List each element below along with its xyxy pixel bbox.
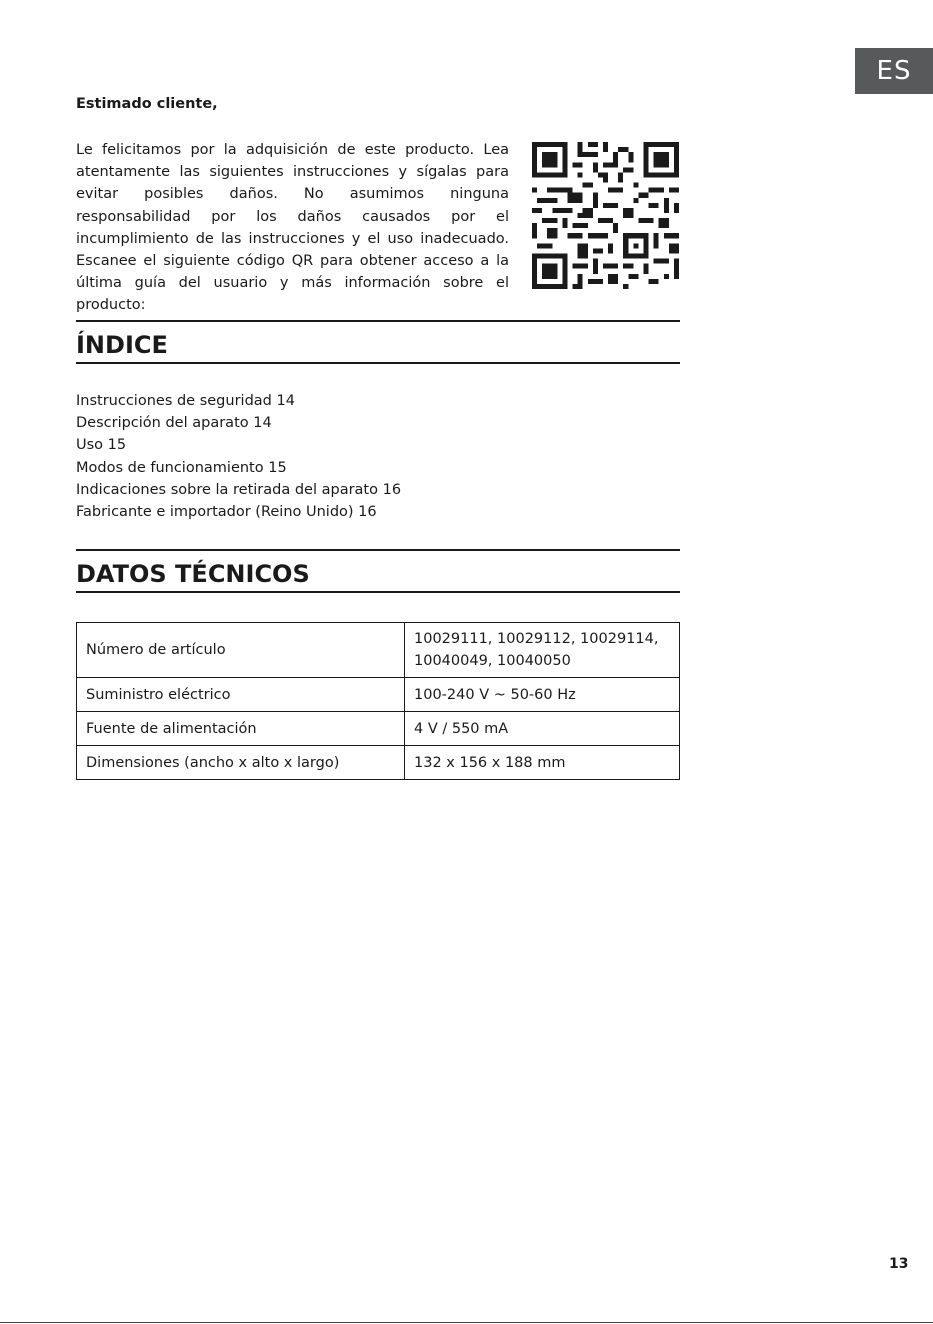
spec-value: 4 V / 550 mA xyxy=(405,712,680,746)
index-item[interactable]: Fabricante e importador (Reino Unido) 16 xyxy=(76,504,377,521)
table-row xyxy=(77,712,680,746)
specs-title: DATOS TÉCNICOS xyxy=(76,560,310,588)
spec-label: Dimensiones (ancho x alto x largo) xyxy=(77,746,405,780)
qr-code-icon[interactable] xyxy=(532,142,679,289)
spec-label: Suministro eléctrico xyxy=(77,678,405,712)
index-item[interactable]: Modos de funcionamiento 15 xyxy=(76,459,287,476)
index-title: ÍNDICE xyxy=(76,331,168,359)
spec-label: Número de artículo xyxy=(77,623,405,678)
index-item[interactable]: Instrucciones de seguridad 14 xyxy=(76,393,295,409)
index-rule-top xyxy=(76,320,680,322)
spec-label: Fuente de alimentación xyxy=(77,712,405,746)
index-item[interactable]: Indicaciones sobre la retirada del aparato 16 xyxy=(76,481,402,498)
specs-rule-bottom xyxy=(76,591,680,593)
page-bottom-rule xyxy=(0,1322,933,1323)
index-rule-bottom xyxy=(76,362,680,364)
index-item[interactable]: Descripción del aparato 14 xyxy=(76,415,272,432)
specs-rule-top xyxy=(76,549,680,551)
specs-table xyxy=(76,622,680,780)
greeting: Estimado cliente, xyxy=(76,96,218,112)
table-row xyxy=(77,623,680,678)
spec-value: 132 x 156 x 188 mm xyxy=(405,746,680,780)
index-list xyxy=(76,390,401,523)
intro-paragraph: Le felicitamos por la adquisición de este producto. Lea atentamente las siguientes instrucciones y sígalas para evitar posibles daños. No asumimos ninguna responsabilidad por los daños causados por el incumplimiento de las instrucciones y el uso inadecuado. Escanee el siguiente código QR para obtener acceso a la última guía del usuario y más información sobre el producto: xyxy=(76,142,509,314)
spec-value: 10029111, 10029112, 10029114, 10040049, 10040050 xyxy=(405,623,680,678)
table-row xyxy=(77,746,680,780)
page-number: 13 xyxy=(889,1256,909,1272)
index-item[interactable]: Uso 15 xyxy=(76,437,127,454)
table-row xyxy=(77,678,680,712)
language-tab: ES xyxy=(855,48,933,94)
spec-value: 100-240 V ~ 50-60 Hz xyxy=(405,678,680,712)
